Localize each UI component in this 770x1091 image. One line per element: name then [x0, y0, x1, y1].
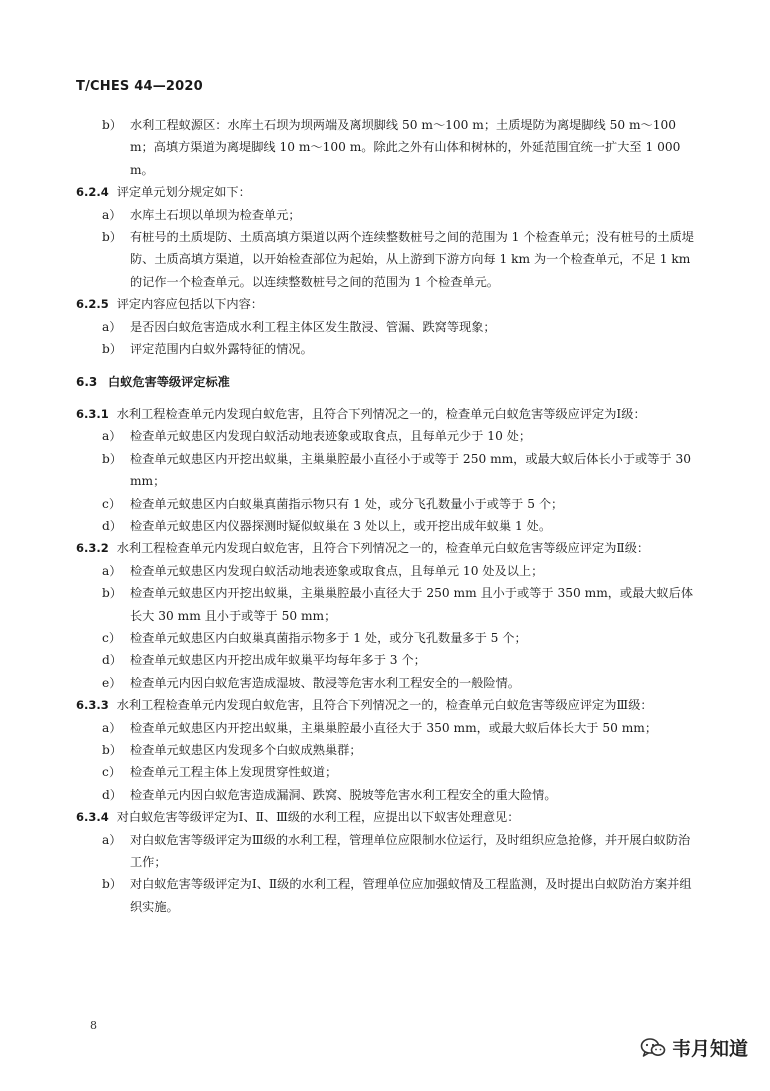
- clause-text: 水利工程检查单元内发现白蚁危害，且符合下列情况之一的，检查单元白蚁危害等级应评定为Ⅲ级：: [116, 698, 653, 713]
- list-item-marker: e）: [102, 675, 122, 690]
- list-item-text: 水利工程蚁源区：水库土石坝为坝两端及离坝脚线 50 m～100 m；土质堤防为离堤脚线 50 m～100 m；高填方渠道为离堤脚线 10 m～100 m。除此之外有山体和树林的，外延范围宜统一扩大至 1 000 m。: [130, 118, 681, 177]
- list-item-text: 有桩号的土质堤防、土质高填方渠道以两个连续整数桩号之间的范围为 1 个检查单元；没有桩号的土质堤防、土质高填方渠道，以开始检查部位为起始，从上游到下游方向每 1 km 为一个检查单元，不足 1 km 的记作一个检查单元。以连续整数桩号之间的范围为 1 个检查单元。: [130, 230, 694, 289]
- section-heading: [76, 371, 694, 393]
- section-title: 白蚁危害等级评定标准: [108, 375, 230, 390]
- clause: [76, 403, 694, 425]
- clause-text: 水利工程检查单元内发现白蚁危害，且符合下列情况之一的，检查单元白蚁危害等级应评定为Ⅰ级：: [116, 406, 646, 421]
- list-item-text: 检查单元蚁患区内开挖出蚁巢，主巢巢腔最小直径小于或等于 250 mm，或最大蚁后体长小于或等于 30 mm；: [130, 451, 692, 489]
- clause: [76, 694, 694, 716]
- list-item: [76, 672, 694, 694]
- list-item: [76, 425, 694, 447]
- clause-text: 对白蚁危害等级评定为Ⅰ、Ⅱ、Ⅲ级的水利工程，应提出以下蚁害处理意见：: [116, 810, 520, 825]
- list-item-text: 检查单元蚁患区内发现白蚁活动地表迹象或取食点，且每单元少于 10 处；: [130, 429, 532, 444]
- watermark-text: 韦月知道: [671, 1038, 748, 1060]
- list-item-text: 检查单元内因白蚁危害造成湿坡、散浸等危害水利工程安全的一般险情。: [130, 675, 520, 690]
- list-item-text: 检查单元蚁患区内开挖出蚁巢，主巢巢腔最小直径大于 250 mm 且小于或等于 350 mm，或最大蚁后体长大 30 mm 且小于或等于 50 mm；: [130, 586, 694, 623]
- clause-number: 6.3.3: [76, 698, 109, 713]
- list-item-marker: b）: [102, 118, 122, 132]
- list-item: [76, 226, 694, 293]
- clause-number: 6.3.4: [76, 810, 109, 825]
- list-item: [76, 649, 694, 671]
- list-item: [76, 114, 694, 181]
- list-item-marker: b）: [102, 451, 122, 466]
- list-item-text: 检查单元蚁患区内开挖出蚁巢，主巢巢腔最小直径大于 350 mm，或最大蚁后体长大于 50 mm；: [130, 720, 658, 735]
- list-item-marker: b）: [102, 877, 122, 892]
- clause: [76, 181, 694, 203]
- list-item-marker: a）: [102, 207, 122, 222]
- watermark: [640, 1034, 748, 1061]
- list-item-marker: b）: [102, 742, 122, 757]
- list-item-marker: a）: [102, 319, 122, 334]
- list-item: [76, 515, 694, 537]
- document-body: [76, 114, 694, 918]
- list-item-text: 水库土石坝以单坝为检查单元；: [130, 207, 301, 222]
- list-item: [76, 204, 694, 226]
- clause: [76, 806, 694, 828]
- list-item: [76, 448, 694, 493]
- clause: [76, 293, 694, 315]
- list-item-text: 检查单元内因白蚁危害造成漏洞、跌窝、脱坡等危害水利工程安全的重大险情。: [130, 787, 557, 802]
- clause-number: 6.3.1: [76, 406, 109, 421]
- list-item-marker: a）: [102, 429, 122, 444]
- list-item: [76, 316, 694, 338]
- list-item: [76, 560, 694, 582]
- list-item-text: 对白蚁危害等级评定为Ⅲ级的水利工程，管理单位应限制水位运行，及时组织应急抢修，并开展白蚁防治工作；: [130, 832, 691, 869]
- list-item-marker: c）: [102, 765, 122, 780]
- list-item-text: 检查单元蚁患区内仪器探测时疑似蚁巢在 3 处以上，或开挖出成年蚁巢 1 处。: [130, 518, 552, 533]
- list-item-text: 对白蚁危害等级评定为Ⅰ、Ⅱ级的水利工程，管理单位应加强蚁情及工程监测，及时提出白蚁防治方案并组织实施。: [130, 877, 692, 914]
- clause-number: 6.2.4: [76, 185, 109, 200]
- list-item: [76, 829, 694, 874]
- wechat-icon: [640, 1037, 666, 1059]
- document-id: T/CHES 44—2020: [76, 79, 203, 94]
- clause-number: 6.2.5: [76, 297, 109, 312]
- list-item-marker: c）: [102, 496, 122, 511]
- list-item-marker: b）: [102, 342, 122, 357]
- clause: [76, 537, 694, 559]
- list-item: [76, 582, 694, 627]
- list-item: [76, 784, 694, 806]
- section-number: 6.3: [76, 375, 98, 390]
- clause-text: 水利工程检查单元内发现白蚁危害，且符合下列情况之一的，检查单元白蚁危害等级应评定为Ⅱ级：: [116, 541, 650, 556]
- list-item-text: 检查单元蚁患区内开挖出成年蚁巢平均每年多于 3 个；: [130, 653, 426, 668]
- list-item-text: 检查单元蚁患区内发现白蚁活动地表迹象或取食点，且每单元 10 处及以上；: [130, 563, 544, 578]
- list-item-marker: d）: [102, 787, 122, 802]
- clause-text: 评定内容应包括以下内容：: [116, 297, 263, 312]
- list-item-marker: c）: [102, 630, 122, 645]
- list-item: [76, 338, 694, 360]
- list-item: [76, 627, 694, 649]
- list-item-marker: a）: [102, 720, 122, 735]
- list-item-marker: a）: [102, 563, 122, 578]
- clause-number: 6.3.2: [76, 541, 109, 556]
- list-item-marker: b）: [102, 230, 122, 245]
- list-item-text: 是否因白蚁危害造成水利工程主体区发生散浸、管漏、跌窝等现象；: [130, 319, 496, 334]
- list-item-text: 评定范围内白蚁外露特征的情况。: [130, 342, 313, 357]
- list-item-text: 检查单元蚁患区内发现多个白蚁成熟巢群；: [130, 742, 362, 757]
- list-item-text: 检查单元蚁患区内白蚁巢真菌指示物多于 1 处，或分飞孔数量多于 5 个；: [130, 630, 527, 645]
- list-item-text: 检查单元蚁患区内白蚁巢真菌指示物只有 1 处，或分飞孔数量小于或等于 5 个；: [130, 496, 564, 511]
- list-item: [76, 739, 694, 761]
- page-number: 8: [90, 1019, 97, 1032]
- list-item-marker: d）: [102, 518, 122, 533]
- list-item-marker: b）: [102, 586, 122, 601]
- list-item: [76, 493, 694, 515]
- list-item: [76, 761, 694, 783]
- list-item-marker: d）: [102, 653, 122, 668]
- list-item-text: 检查单元工程主体上发现贯穿性蚁道；: [130, 765, 338, 780]
- clause-text: 评定单元划分规定如下：: [116, 185, 251, 200]
- list-item: [76, 873, 694, 918]
- list-item: [76, 717, 694, 739]
- list-item-marker: a）: [102, 832, 122, 847]
